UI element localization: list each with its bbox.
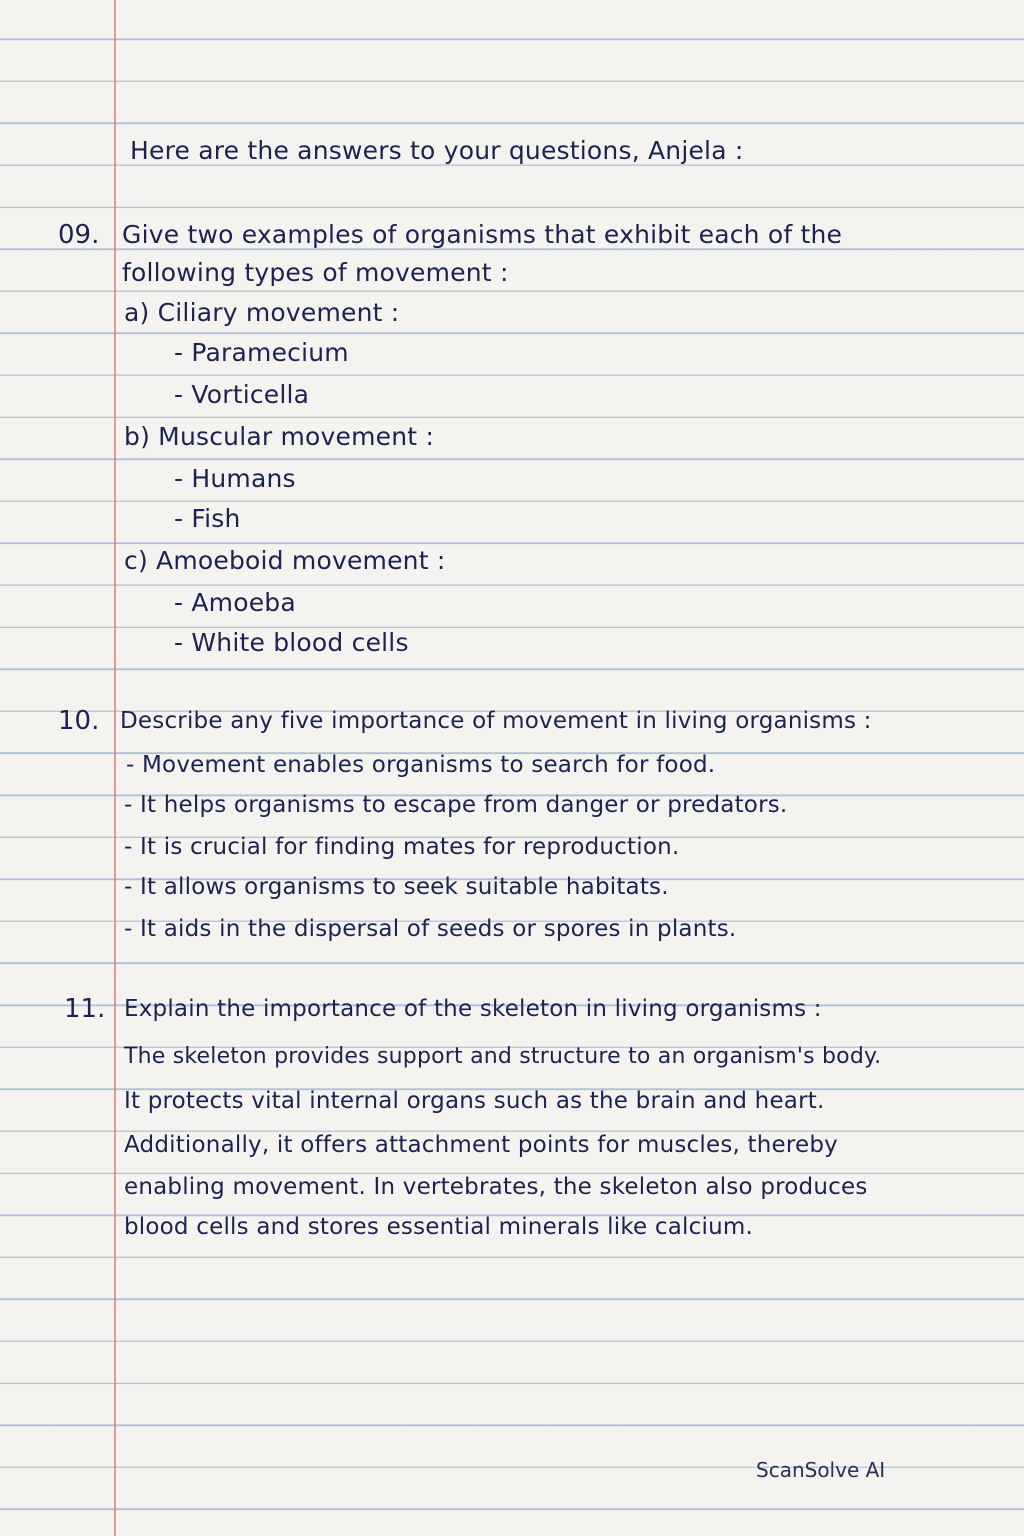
q11-answer-line-2: It protects vital internal organs such as the brain and heart.: [124, 1088, 825, 1114]
q09-part-c-item-1: - Amoeba: [174, 588, 296, 617]
q09-question-line-1: Give two examples of organisms that exhibit each of the: [122, 220, 843, 249]
q09-question-line-2: following types of movement :: [122, 258, 509, 287]
q09-part-b-item-2: - Fish: [174, 504, 241, 533]
q09-number: 09.: [58, 220, 100, 250]
q11-answer-line-5: blood cells and stores essential minerals like calcium.: [124, 1214, 753, 1240]
q11-answer-line-4: enabling movement. In vertebrates, the skeleton also produces: [124, 1174, 868, 1200]
q09-part-b-label: b) Muscular movement :: [124, 422, 435, 451]
q11-number: 11.: [64, 994, 106, 1024]
q09-part-c-label: c) Amoeboid movement :: [124, 546, 446, 575]
q09-part-b-item-1: - Humans: [174, 464, 296, 493]
q10-point-1: - Movement enables organisms to search for food.: [126, 752, 716, 778]
q09-part-a-item-1: - Paramecium: [174, 338, 349, 367]
q09-part-a-label: a) Ciliary movement :: [124, 298, 400, 327]
q10-point-4: - It allows organisms to seek suitable habitats.: [124, 874, 669, 900]
q10-point-5: - It aids in the dispersal of seeds or spores in plants.: [124, 916, 737, 942]
signature: ScanSolve AI: [756, 1458, 886, 1482]
q11-answer-line-1: The skeleton provides support and structure to an organism's body.: [124, 1044, 882, 1069]
intro-line: Here are the answers to your questions, Anjela :: [130, 136, 744, 165]
q09-part-a-item-2: - Vorticella: [174, 380, 310, 409]
q09-part-c-item-2: - White blood cells: [174, 628, 409, 657]
q11-question: Explain the importance of the skeleton in living organisms :: [124, 996, 822, 1022]
q10-point-2: - It helps organisms to escape from danger or predators.: [124, 792, 788, 818]
q10-number: 10.: [58, 706, 100, 736]
q10-point-3: - It is crucial for finding mates for reproduction.: [124, 834, 680, 860]
q11-answer-line-3: Additionally, it offers attachment points for muscles, thereby: [124, 1132, 838, 1158]
q10-question: Describe any five importance of movement in living organisms :: [120, 708, 872, 734]
margin-line: [114, 0, 116, 1536]
